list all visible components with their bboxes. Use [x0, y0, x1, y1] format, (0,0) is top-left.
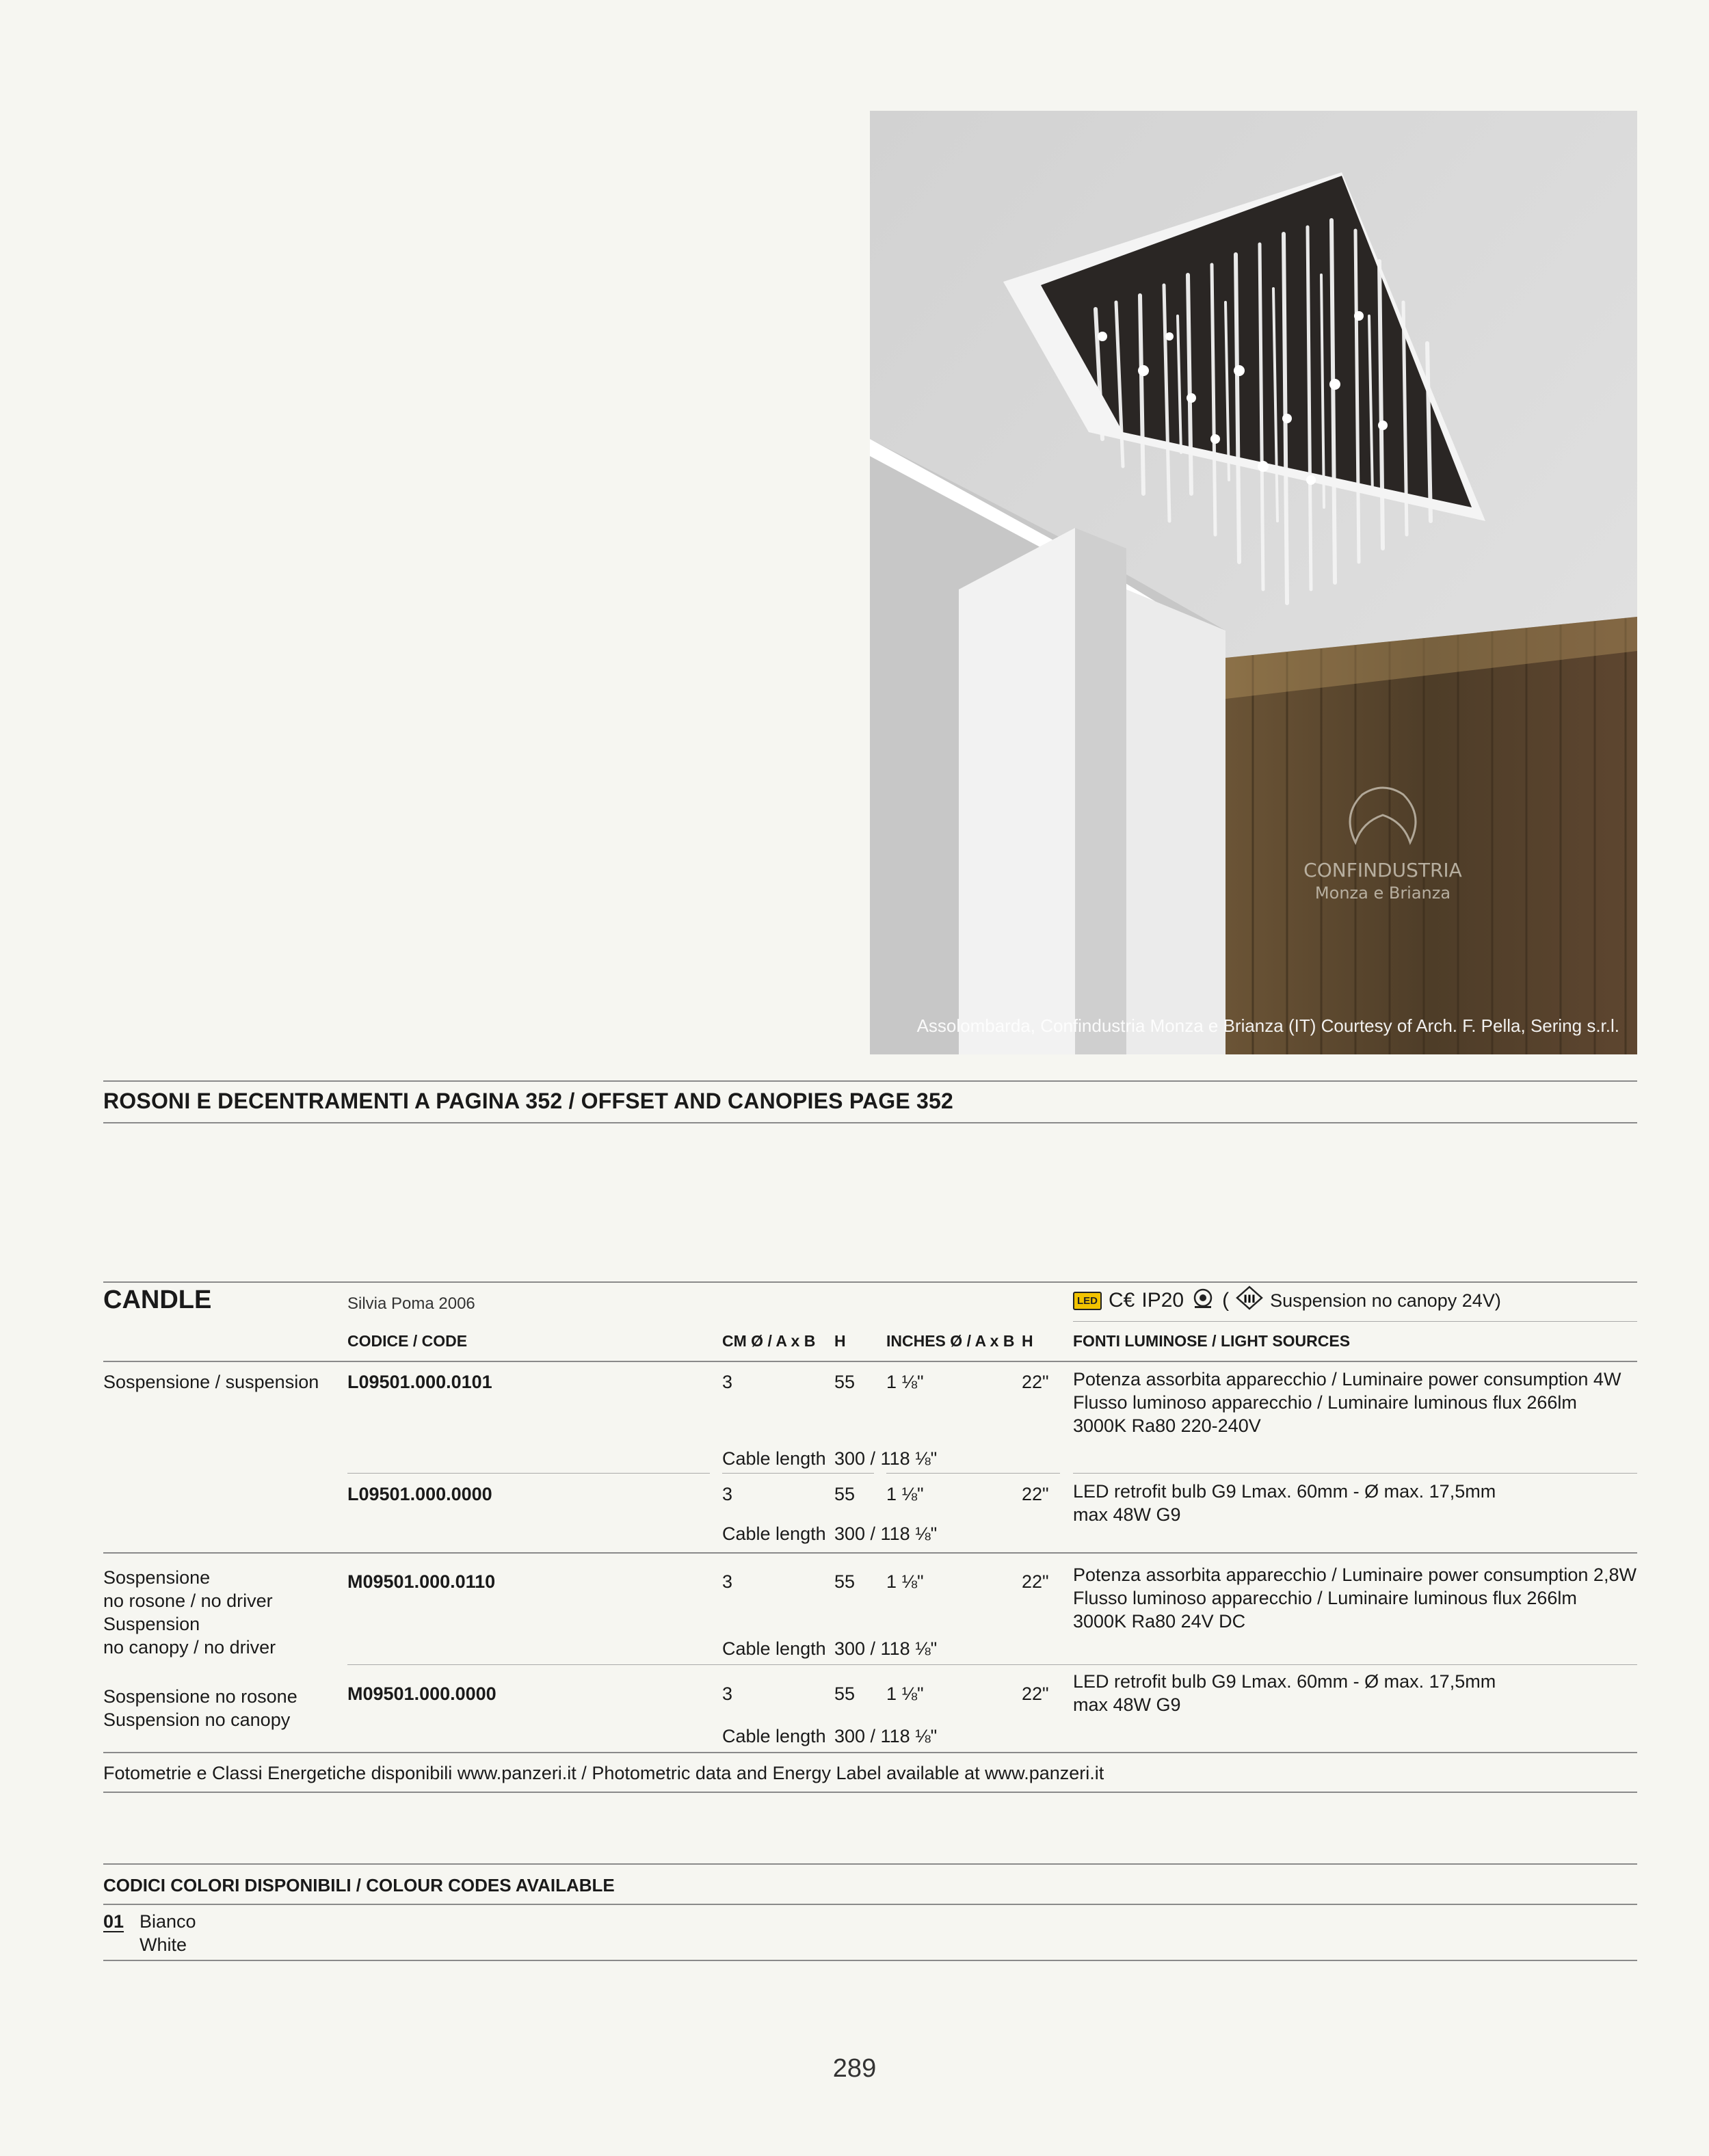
- divider: [103, 1863, 1637, 1865]
- row-type-line: no canopy / no driver: [103, 1637, 276, 1658]
- row-source-line: LED retrofit bulb G9 Lmax. 60mm - Ø max. 17,5mm: [1073, 1671, 1496, 1692]
- header-h: H: [834, 1332, 846, 1350]
- header-code: CODICE / CODE: [347, 1332, 468, 1350]
- row-cm: 3: [722, 1571, 733, 1592]
- row-source-line: LED retrofit bulb G9 Lmax. 60mm - Ø max. 17,5mm: [1073, 1481, 1496, 1502]
- cable-length-value: 300 / 118 ⅛": [834, 1523, 938, 1544]
- row-source-line: 3000K Ra80 220-240V: [1073, 1415, 1261, 1436]
- row-cm: 3: [722, 1484, 733, 1504]
- row-source-line: 3000K Ra80 24V DC: [1073, 1611, 1246, 1632]
- row-source-line: Potenza assorbita apparecchio / Luminaire power consumption 4W: [1073, 1369, 1621, 1389]
- product-name: CANDLE: [103, 1286, 212, 1314]
- row-inch: 1 ⅛": [886, 1372, 924, 1392]
- designer: Silvia Poma 2006: [347, 1294, 475, 1313]
- cable-length-value: 300 / 118 ⅛": [834, 1726, 938, 1746]
- row-h-inch: 22": [1022, 1571, 1049, 1592]
- cable-length-label: Cable length: [722, 1726, 826, 1746]
- dimmable-icon: [1191, 1286, 1215, 1316]
- sign-line-1: CONFINDUSTRIA: [1303, 859, 1462, 881]
- cable-length-label: Cable length: [722, 1638, 826, 1659]
- row-type-line: Suspension no canopy: [103, 1709, 291, 1730]
- row-h: 55: [834, 1484, 856, 1504]
- row-inch: 1 ⅛": [886, 1571, 924, 1592]
- divider: [103, 1904, 1637, 1905]
- divider: [347, 1473, 710, 1474]
- header-h-inches: H: [1022, 1332, 1033, 1350]
- row-cm: 3: [722, 1372, 733, 1392]
- divider: [347, 1664, 1637, 1665]
- sign-line-2: Monza e Brianza: [1314, 883, 1451, 903]
- row-inch: 1 ⅛": [886, 1683, 924, 1704]
- divider: [103, 1281, 1637, 1283]
- row-h-inch: 22": [1022, 1484, 1049, 1504]
- ce-mark-icon: C€: [1109, 1289, 1135, 1312]
- cable-length-value: 300 / 118 ⅛": [834, 1638, 938, 1659]
- divider: [103, 1361, 1637, 1362]
- row-code: M09501.000.0110: [347, 1571, 496, 1592]
- row-source-line: max 48W G9: [1073, 1694, 1181, 1715]
- row-source-line: Flusso luminoso apparecchio / Luminaire luminous flux 266lm: [1073, 1392, 1577, 1413]
- colour-name-it: Bianco: [140, 1911, 196, 1932]
- divider: [886, 1473, 1060, 1474]
- row-h-inch: 22": [1022, 1372, 1049, 1392]
- divider: [103, 1122, 1637, 1123]
- row-inch: 1 ⅛": [886, 1484, 924, 1504]
- cable-length-value: 300 / 118 ⅛": [834, 1448, 938, 1469]
- certification-badges: LED C€ IP20 ( III Suspension no canopy 24V): [1073, 1286, 1501, 1316]
- divider: [103, 1960, 1637, 1961]
- colour-codes-title: CODICI COLORI DISPONIBILI / COLOUR CODES AVAILABLE: [103, 1875, 615, 1895]
- row-type-line: Sospensione no rosone: [103, 1686, 297, 1707]
- row-h: 55: [834, 1683, 856, 1704]
- colour-name-en: White: [140, 1934, 187, 1955]
- row-code: M09501.000.0000: [347, 1683, 496, 1704]
- header-inches: INCHES Ø / A x B: [886, 1332, 1015, 1350]
- divider: [103, 1552, 1637, 1554]
- offset-title: ROSONI E DECENTRAMENTI A PAGINA 352 / OFFSET AND CANOPIES PAGE 352: [103, 1089, 954, 1113]
- row-type-line: no rosone / no driver: [103, 1591, 273, 1611]
- photometric-note: Fotometrie e Classi Energetiche disponibili www.panzeri.it / Photometric data and Energy Label available at www.panzeri.it: [103, 1763, 1104, 1783]
- row-code: L09501.000.0000: [347, 1484, 492, 1504]
- divider: [722, 1473, 874, 1474]
- row-cm: 3: [722, 1683, 733, 1704]
- divider: [103, 1080, 1637, 1082]
- row-source-line: max 48W G9: [1073, 1504, 1181, 1525]
- ip-rating: IP20: [1141, 1289, 1184, 1312]
- header-cm: CM Ø / A x B: [722, 1332, 816, 1350]
- row-code: L09501.000.0101: [347, 1372, 492, 1392]
- svg-text:III: III: [1243, 1292, 1256, 1305]
- row-source-line: Flusso luminoso apparecchio / Luminaire luminous flux 266lm: [1073, 1588, 1577, 1608]
- interior-illustration: [870, 111, 1637, 1054]
- colour-code: 01: [103, 1911, 124, 1932]
- cable-length-label: Cable length: [722, 1448, 826, 1469]
- photo-caption: Assolombarda, Confindustria Monza e Brianza (IT) Courtesy of Arch. F. Pella, Sering s.r.l.: [916, 1015, 1619, 1036]
- divider: [1073, 1473, 1637, 1474]
- row-source-line: Potenza assorbita apparecchio / Luminaire power consumption 2,8W: [1073, 1565, 1637, 1585]
- divider: [1073, 1321, 1637, 1322]
- led-icon: LED: [1073, 1292, 1102, 1310]
- row-type: Sospensione / suspension: [103, 1372, 319, 1392]
- page-number: 289: [832, 2054, 877, 2083]
- divider: [103, 1792, 1637, 1793]
- product-photo: [870, 111, 1637, 1054]
- row-h: 55: [834, 1571, 856, 1592]
- row-h: 55: [834, 1372, 856, 1392]
- row-h-inch: 22": [1022, 1683, 1049, 1704]
- row-type-line: Sospensione: [103, 1567, 211, 1588]
- header-light-sources: FONTI LUMINOSE / LIGHT SOURCES: [1073, 1332, 1351, 1350]
- class-iii-icon: [1236, 1286, 1263, 1316]
- row-type-line: Suspension: [103, 1614, 200, 1634]
- badge-note: Suspension no canopy 24V): [1270, 1290, 1501, 1311]
- cable-length-label: Cable length: [722, 1523, 826, 1544]
- divider: [103, 1752, 1637, 1753]
